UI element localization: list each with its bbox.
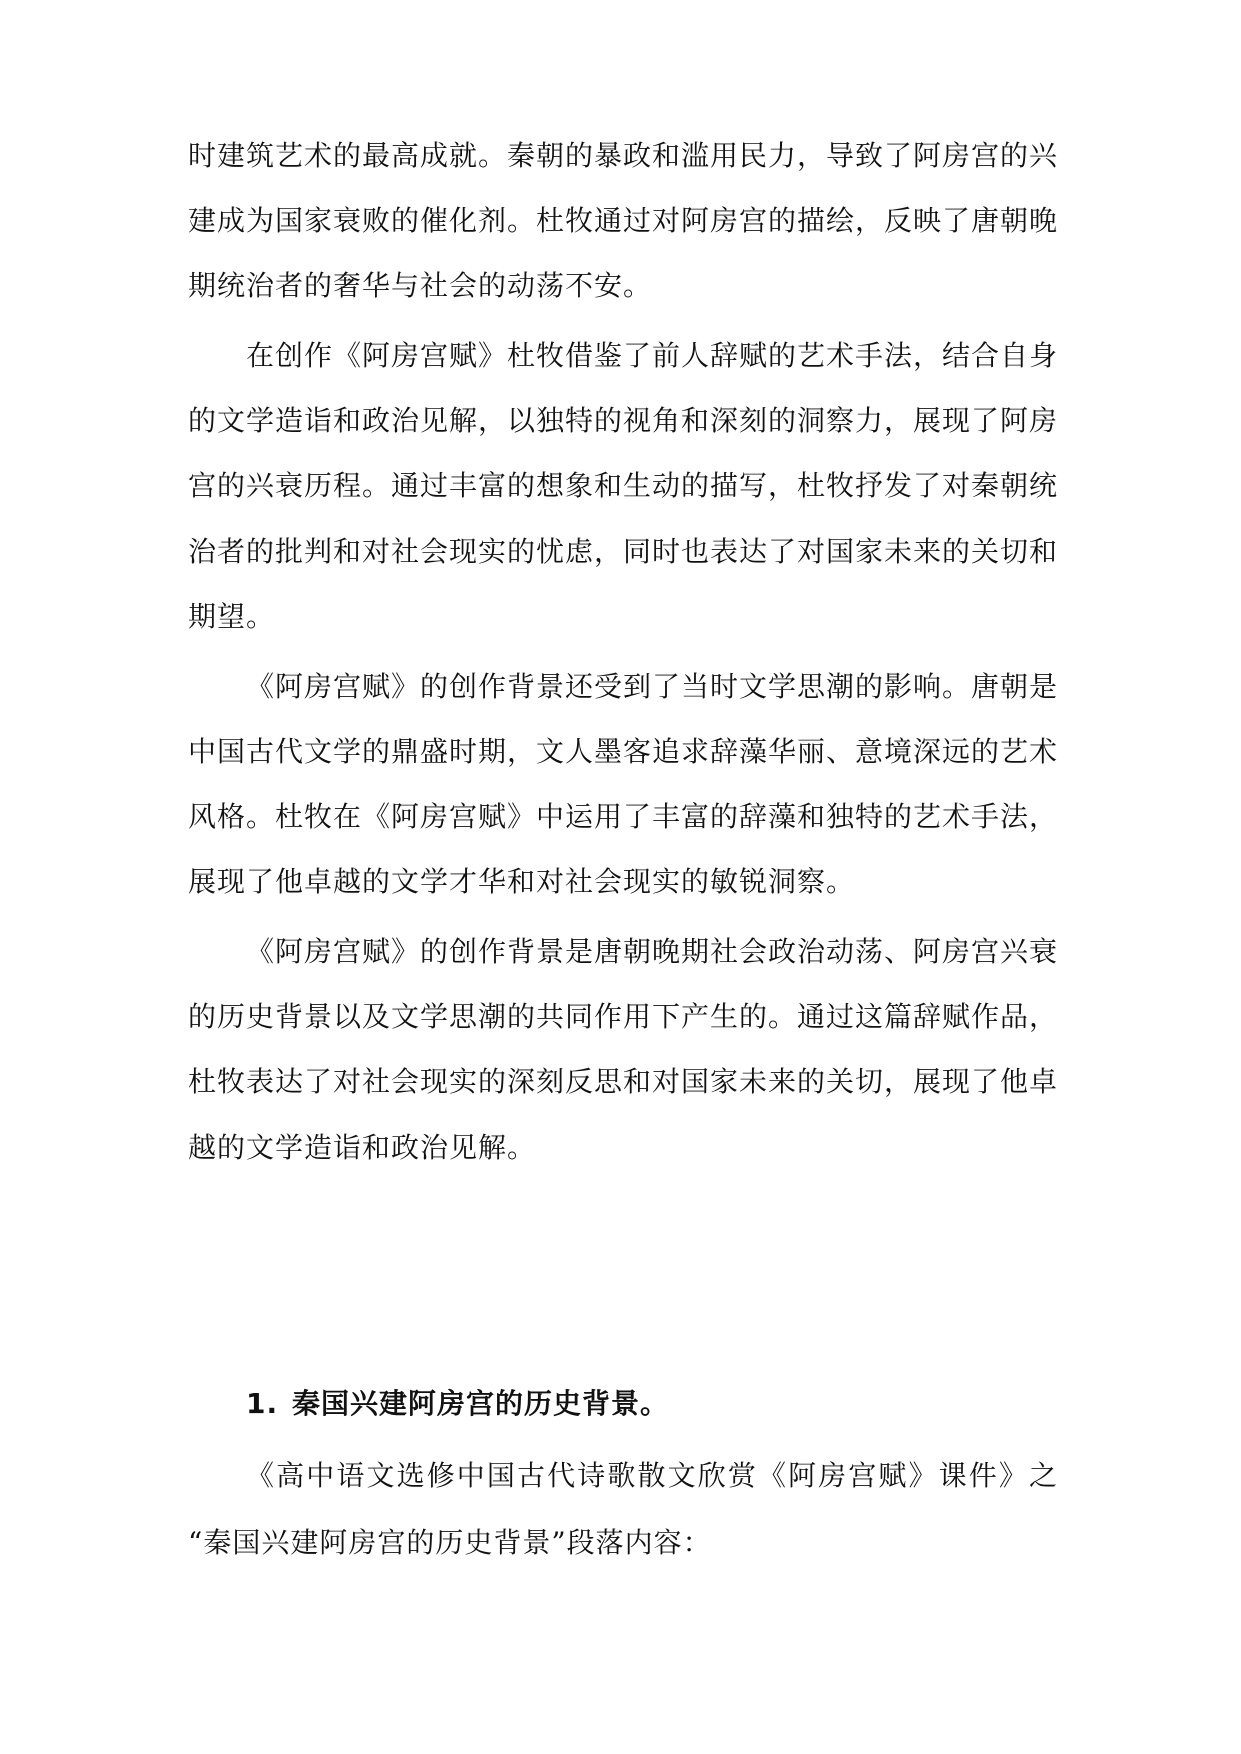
paragraph-2-line-1: 在创作《阿房宫赋》杜牧借鉴了前人辞赋的艺术手法，结合自身 bbox=[246, 339, 1059, 372]
paragraph-4-line-2: 的历史背景以及文学思潮的共同作用下产生的。通过这篇辞赋作品， bbox=[188, 1000, 1059, 1033]
closing-line-2: “秦国兴建阿房宫的历史背景”段落内容： bbox=[188, 1526, 712, 1559]
paragraph-3-line-3: 风格。杜牧在《阿房宫赋》中运用了丰富的辞藻和独特的艺术手法， bbox=[188, 800, 1059, 833]
paragraph-2-line-4: 治者的批判和对社会现实的忧虑，同时也表达了对国家未来的关切和 bbox=[188, 535, 1059, 568]
paragraph-1-line-2: 建成为国家衰败的催化剂。杜牧通过对阿房宫的描绘，反映了唐朝晚 bbox=[188, 204, 1059, 237]
paragraph-1-line-1: 时建筑艺术的最高成就。秦朝的暴政和滥用民力，导致了阿房宫的兴 bbox=[188, 139, 1059, 172]
paragraph-4-line-3: 杜牧表达了对社会现实的深刻反思和对国家未来的关切，展现了他卓 bbox=[188, 1065, 1059, 1098]
section-heading-number: 1. bbox=[246, 1387, 279, 1420]
paragraph-2-line-2: 的文学造诣和政治见解，以独特的视角和深刻的洞察力，展现了阿房 bbox=[188, 404, 1059, 437]
paragraph-4-line-1: 《阿房宫赋》的创作背景是唐朝晚期社会政治动荡、阿房宫兴衰 bbox=[246, 935, 1059, 968]
paragraph-4-line-4: 越的文学造诣和政治见解。 bbox=[188, 1131, 537, 1164]
closing-line-1: 《高中语文选修中国古代诗歌散文欣赏《阿房宫赋》课件》之 bbox=[246, 1459, 1058, 1492]
paragraph-3-line-4: 展现了他卓越的文学才华和对社会现实的敏锐洞察。 bbox=[188, 865, 856, 898]
paragraph-2-line-5: 期望。 bbox=[188, 600, 276, 633]
paragraph-2-line-3: 宫的兴衰历程。通过丰富的想象和生动的描写，杜牧抒发了对秦朝统 bbox=[188, 469, 1059, 502]
paragraph-1-line-3: 期统治者的奢华与社会的动荡不安。 bbox=[188, 269, 653, 302]
paragraph-3-line-1: 《阿房宫赋》的创作背景还受到了当时文学思潮的影响。唐朝是 bbox=[246, 670, 1059, 703]
section-heading-text: 秦国兴建阿房宫的历史背景。 bbox=[292, 1387, 670, 1420]
section-heading bbox=[246, 1384, 669, 1424]
paragraph-3-line-2: 中国古代文学的鼎盛时期，文人墨客追求辞藻华丽、意境深远的艺术 bbox=[188, 735, 1059, 768]
